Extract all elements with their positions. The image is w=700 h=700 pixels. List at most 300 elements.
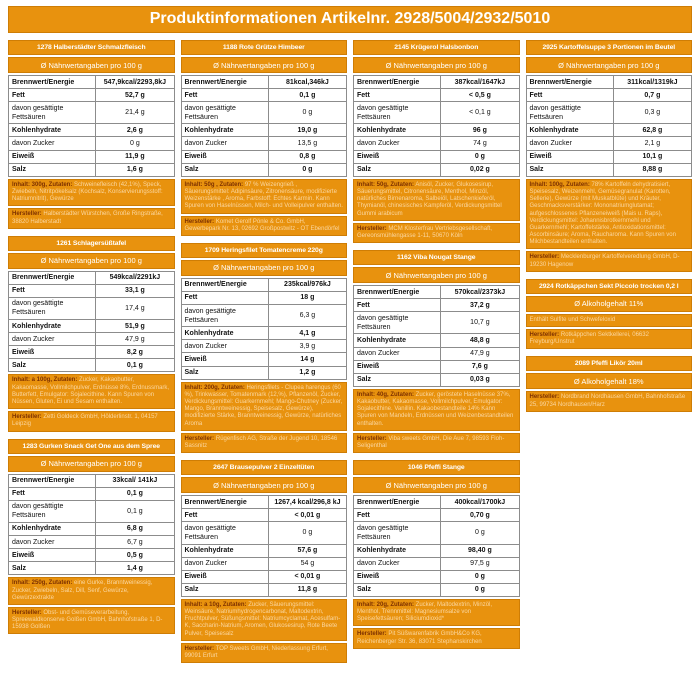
nutrition-row <box>181 89 347 102</box>
nutrient-label: davon gesättigte Fettsäuren <box>181 522 268 544</box>
manufacturer-block <box>181 433 348 453</box>
nutrient-label: davon gesättigte Fettsäuren <box>181 305 268 327</box>
nutrition-row <box>9 284 175 297</box>
product-card-2925 <box>526 40 693 272</box>
nutrition-table <box>8 474 175 576</box>
manufacturer-label: Hersteller: <box>529 254 560 261</box>
product-card-1709 <box>181 243 348 453</box>
manufacturer-block <box>353 433 520 453</box>
nutrient-label: Salz <box>526 163 613 176</box>
nutrient-value: 0,1 g <box>96 359 174 372</box>
product-card-2089 <box>526 356 693 411</box>
manufacturer-block <box>8 208 175 228</box>
ingredients-text: Zucker, Säuerungsmittel: Weinsäure, Natriumhydrogencarbonat, Maltodextrin, Fruchtpulver, Süßungsmittel: Natriumcyclamat, Acesulfam-K, Saccharin-Natrium, Aromen, Glukosesirup, Rote Beete Pulver, Speisesalz <box>184 601 341 637</box>
nutrition-row <box>181 124 347 137</box>
nutrient-value: 0,1 g <box>268 89 346 102</box>
nutrition-row <box>354 163 520 176</box>
nutrient-value: 47,9 g <box>96 333 174 346</box>
nutrition-subheader: Ø Nährwertangaben pro 100 g <box>526 57 693 73</box>
nutrition-row <box>354 360 520 373</box>
nutrition-row <box>354 347 520 360</box>
nutrient-value: 8,2 g <box>96 346 174 359</box>
nutrition-row <box>181 163 347 176</box>
manufacturer-block <box>526 329 693 349</box>
nutrient-label: Eiweiß <box>9 549 96 562</box>
nutrient-value: 14 g <box>268 353 346 366</box>
nutrition-subheader: Ø Nährwertangaben pro 100 g <box>8 253 175 269</box>
nutrient-value: 17,4 g <box>96 297 174 319</box>
nutrition-row <box>526 89 692 102</box>
ingredients-block <box>353 599 520 627</box>
nutrient-label: Salz <box>9 562 96 575</box>
nutrient-value: 0,1 g <box>96 487 174 500</box>
product-card-1278 <box>8 40 175 229</box>
nutrient-label: Kohlenhydrate <box>181 544 268 557</box>
nutrient-label: Kohlenhydrate <box>526 124 613 137</box>
nutrient-value: 0,5 g <box>96 549 174 562</box>
nutrient-label: Fett <box>9 487 96 500</box>
nutrition-row <box>354 496 520 509</box>
nutrient-label: davon Zucker <box>181 137 268 150</box>
nutrient-value: 4,1 g <box>268 327 346 340</box>
ingredients-block <box>8 374 175 409</box>
nutrition-subheader: Ø Nährwertangaben pro 100 g <box>353 267 520 283</box>
nutrient-value: 2,1 g <box>613 137 691 150</box>
manufacturer-label: Hersteller: <box>12 211 42 218</box>
nutrient-label: davon Zucker <box>354 347 441 360</box>
nutrient-label: davon gesättigte Fettsäuren <box>354 522 441 544</box>
product-grid <box>8 40 692 663</box>
nutrient-value: 96 g <box>441 124 519 137</box>
nutrient-label: Brennwert/Energie <box>181 278 268 291</box>
nutrient-label: davon gesättigte Fettsäuren <box>526 102 613 124</box>
ingredients-text: Zucker, Kakaobutter, Kakaomasse, Vollmilchpulver, Erdnüsse 8%, Erdnussmark, Butterfett, Emulgator: Sojalecithine. Kann Spuren von Nüssen, Gluten, Ei und Sesam enthalten. <box>12 377 170 405</box>
nutrient-label: Kohlenhydrate <box>9 522 96 535</box>
nutrition-row <box>354 76 520 89</box>
nutrient-label: Brennwert/Energie <box>9 271 96 284</box>
manufacturer-label: Hersteller: <box>12 609 42 616</box>
nutrient-value: 0,3 g <box>613 102 691 124</box>
ingredients-text: Anisöl, Zucker, Glukosesirup, Säuerungsmittel, Citronensäure, Menthol, Minzöl, natürliches Birnenaroma, Salbeiöl, Latschenkieferöl, Thymianöl, chinesisches Kampferöl, Verdickungsmittel Gummi arabicum <box>357 181 502 217</box>
manufacturer-block <box>526 251 693 271</box>
nutrition-row <box>181 150 347 163</box>
nutrient-label: Eiweiß <box>9 150 96 163</box>
nutrition-row <box>9 163 175 176</box>
nutrient-value: 1,4 g <box>96 562 174 575</box>
nutrient-value: 8,88 g <box>613 163 691 176</box>
nutrition-row <box>181 509 347 522</box>
nutrition-row <box>354 544 520 557</box>
manufacturer-label: Hersteller: <box>184 645 215 652</box>
nutrient-value: 51,9 g <box>96 320 174 333</box>
column-3 <box>353 40 520 649</box>
nutrient-value: 0,70 g <box>441 509 519 522</box>
card-title: 2089 Pfeffi Likör 20ml <box>526 356 693 371</box>
nutrient-value: 235kcal/976kJ <box>268 278 346 291</box>
nutrient-value: 387kcal/1647kJ <box>441 76 519 89</box>
nutrition-row <box>9 150 175 163</box>
nutrient-value: < 0,5 g <box>441 89 519 102</box>
nutrient-label: Fett <box>526 89 613 102</box>
manufacturer-text: Viba sweets GmbH, Die Aue 7, 98593 Floh-Seligenthal <box>357 435 505 449</box>
card-title: 1162 Viba Nougat Stange <box>353 250 520 265</box>
nutrition-row <box>354 102 520 124</box>
ingredients-block <box>181 599 348 641</box>
manufacturer-text: Rügenfisch AG, Straße der Jugend 10, 18546 Sassnitz <box>184 435 338 449</box>
nutrition-row <box>9 549 175 562</box>
nutrient-value: 311kcal/1319kJ <box>613 76 691 89</box>
nutrient-value: 19,0 g <box>268 124 346 137</box>
ingredients-text: Schweinefleisch (42,1%), Speck, Zwiebeln, Nitritpökelsalz (Kochsalz, Konservierungsstoff: Natriumnitrit), Gewürze <box>12 181 163 203</box>
nutrient-label: Salz <box>354 163 441 176</box>
nutrition-row <box>9 346 175 359</box>
nutrient-label: Eiweiß <box>526 150 613 163</box>
nutrition-row <box>9 89 175 102</box>
manufacturer-block <box>353 628 520 648</box>
nutrient-label: Fett <box>181 89 268 102</box>
nutrition-row <box>9 562 175 575</box>
page-title: Produktinformationen Artikelnr. 2928/5004/2932/5010 <box>8 6 692 33</box>
nutrient-value: 0 g <box>441 150 519 163</box>
nutrition-table <box>181 495 348 597</box>
card-title: 2924 Rotkäppchen Sekt Piccolo trocken 0,2 l <box>526 279 693 294</box>
nutrient-value: 549kcal/2291kJ <box>96 271 174 284</box>
nutrition-row <box>181 291 347 304</box>
nutrient-value: 1267,4 kcal/296,8 kJ <box>268 496 346 509</box>
nutrient-label: Salz <box>9 359 96 372</box>
card-title: 1261 Schlagersüßtafel <box>8 236 175 251</box>
nutrition-table <box>526 75 693 177</box>
manufacturer-label: Hersteller: <box>529 332 560 338</box>
nutrient-label: Eiweiß <box>181 353 268 366</box>
nutrition-row <box>354 137 520 150</box>
nutrition-table <box>353 75 520 177</box>
nutrition-row <box>526 150 692 163</box>
nutrient-value: 47,9 g <box>441 347 519 360</box>
nutrient-value: 97,5 g <box>441 557 519 570</box>
nutrient-label: davon gesättigte Fettsäuren <box>354 312 441 334</box>
nutrition-row <box>354 373 520 386</box>
manufacturer-text: Mecklenburger Kartoffelveredlung GmbH, D-19230 Hagenow <box>529 254 680 268</box>
nutrient-label: Kohlenhydrate <box>9 320 96 333</box>
manufacturer-block <box>353 223 520 243</box>
nutrition-row <box>181 570 347 583</box>
nutrient-value: 10,7 g <box>441 312 519 334</box>
nutrition-row <box>181 327 347 340</box>
ingredients-label: Inhalt: 50g, Zutaten: <box>357 181 414 188</box>
ingredients-block <box>353 179 520 221</box>
manufacturer-label: Hersteller: <box>529 394 560 401</box>
ingredients-label: Inhalt: 40g, Zutaten: <box>357 391 414 398</box>
nutrient-value: 37,2 g <box>441 299 519 312</box>
nutrient-value: 0 g <box>268 522 346 544</box>
manufacturer-text: MCM Klosterfrau Vertriebsgesellschaft, Gereonsmühlengasse 1-11, 50670 Köln <box>357 225 493 239</box>
nutrient-value: 1,6 g <box>96 163 174 176</box>
nutrition-row <box>9 536 175 549</box>
column-1 <box>8 40 175 634</box>
nutrient-value: 52,7 g <box>96 89 174 102</box>
ingredients-block <box>526 179 693 250</box>
ingredients-text: Heringsfilets - Clupea harengus (60 %), Trinkwasser, Tomatenmark (12,%), Pflanzenöl, Zucker, Verdickungsmittel: Guarkernmehl; Mango-Chutney (Zucker, Mango, Branntweinessig, Speisesalz, Gewürze), modifizierte Stärke, Branntweinessig, Gewürze, natürliches Aroma <box>184 384 343 427</box>
nutrient-label: Salz <box>9 163 96 176</box>
nutrition-row <box>181 583 347 596</box>
nutrition-table <box>353 285 520 387</box>
nutrient-value: 0 g <box>441 583 519 596</box>
manufacturer-text: Halberstädter Würstchen, Große Ringstraße, 38820 Halberstadt <box>12 211 163 225</box>
product-card-1261 <box>8 236 175 432</box>
nutrition-row <box>181 366 347 379</box>
nutrition-row <box>9 487 175 500</box>
nutrient-value: < 0,01 g <box>268 570 346 583</box>
manufacturer-block <box>8 411 175 431</box>
ingredients-label: Inhalt: 50g , Zutaten: <box>184 181 244 188</box>
ingredients-block <box>181 382 348 431</box>
ingredients-label: Inhalt: a 100g, Zutaten: <box>12 377 78 384</box>
card-title: 1283 Gurken Snack Get One aus dem Spree <box>8 439 175 454</box>
nutrition-row <box>354 522 520 544</box>
product-card-2647 <box>181 460 348 663</box>
manufacturer-label: Hersteller: <box>357 225 387 232</box>
nutrient-value: 0 g <box>268 102 346 124</box>
manufacturer-label: Hersteller: <box>12 414 42 421</box>
nutrient-label: Kohlenhydrate <box>354 544 441 557</box>
nutrient-label: Eiweiß <box>354 360 441 373</box>
allergen-note: Enthält Sulfite und Schwefeloxid <box>526 314 693 327</box>
ingredients-text: 78% Kartoffeln dehydratisiert, Speisesalz, Weizenmehl, Gemüsegranulat (Karotten, Sellerie), Gewürze (mit Muskatblüte) und Kräuter, Geschmacksverstärker: Mononatriumglutamat; aufgeschlossenes Pflanzeneiweiß (Mais u. Raps), Verdickungsmittel: Johannisbrotkernmehl und Guarkernmehl; Kartoffelstärke, Antioxidationsmittel: Ascorbinsäure; Aroma, Raucharoma. Kann Spuren von Milchbestandteilen enthalten. <box>529 181 676 246</box>
nutrition-row <box>9 474 175 487</box>
nutrient-value: 6,7 g <box>96 536 174 549</box>
card-title: 1709 Heringsfilet Tomatencreme 220g <box>181 243 348 258</box>
nutrient-label: Brennwert/Energie <box>354 286 441 299</box>
card-title: 1046 Pfeffi Stange <box>353 460 520 475</box>
nutrient-label: Brennwert/Energie <box>9 76 96 89</box>
manufacturer-label: Hersteller: <box>357 631 387 638</box>
ingredients-block <box>8 179 175 207</box>
nutrition-subheader: Ø Nährwertangaben pro 100 g <box>8 57 175 73</box>
nutrient-label: Fett <box>354 89 441 102</box>
nutrient-value: 400kcal/1700kJ <box>441 496 519 509</box>
manufacturer-text: TOP Sweets GmbH, Niederlassung Erfurt, 99091 Erfurt <box>184 645 328 659</box>
nutrient-label: davon gesättigte Fettsäuren <box>9 102 96 124</box>
nutrition-row <box>181 557 347 570</box>
nutrition-row <box>526 102 692 124</box>
nutrition-row <box>354 334 520 347</box>
nutrient-label: Kohlenhydrate <box>181 124 268 137</box>
ingredients-block <box>8 577 175 605</box>
nutrient-value: 81kcal,346kJ <box>268 76 346 89</box>
product-card-1283 <box>8 439 175 635</box>
nutrition-row <box>354 150 520 163</box>
nutrition-row <box>9 271 175 284</box>
nutrition-row <box>9 522 175 535</box>
nutrient-label: Kohlenhydrate <box>354 334 441 347</box>
nutrient-label: Salz <box>354 583 441 596</box>
nutrient-label: Fett <box>181 509 268 522</box>
nutrient-label: davon Zucker <box>354 557 441 570</box>
nutrient-value: 0,03 g <box>441 373 519 386</box>
ingredients-label: Inhalt: a 10g, Zutaten: <box>184 601 247 608</box>
manufacturer-text: Zetti Goldeck GmbH, Hölderlinstr. 1, 04157 Leipzig <box>12 414 158 428</box>
manufacturer-text: Pit Süßwarenfabrik GmbH&Co KG, Reichenberger Str. 36, 83071 Stephanskirchen <box>357 631 482 645</box>
nutrition-subheader: Ø Nährwertangaben pro 100 g <box>353 477 520 493</box>
nutrition-row <box>9 333 175 346</box>
nutrition-row <box>354 124 520 137</box>
nutrient-label: Eiweiß <box>181 570 268 583</box>
nutrient-label: Kohlenhydrate <box>354 124 441 137</box>
nutrition-row <box>9 76 175 89</box>
nutrition-subheader: Ø Nährwertangaben pro 100 g <box>181 477 348 493</box>
column-4 <box>526 40 693 412</box>
nutrition-row <box>181 278 347 291</box>
nutrition-table <box>181 278 348 380</box>
card-title: 2925 Kartoffelsuppe 3 Portionen im Beutel <box>526 40 693 55</box>
nutrient-value: 21,4 g <box>96 102 174 124</box>
nutrient-value: 6,8 g <box>96 522 174 535</box>
product-card-2145 <box>353 40 520 243</box>
nutrition-row <box>9 102 175 124</box>
nutrient-label: Fett <box>181 291 268 304</box>
nutrient-label: Eiweiß <box>354 150 441 163</box>
nutrient-value: 0 g <box>441 570 519 583</box>
nutrition-row <box>9 359 175 372</box>
nutrient-label: Brennwert/Energie <box>9 474 96 487</box>
nutrition-row <box>526 124 692 137</box>
nutrient-value: 33kcal/ 141kJ <box>96 474 174 487</box>
alcohol-content: Ø Alkoholgehalt 18% <box>526 373 693 389</box>
nutrition-table <box>8 271 175 373</box>
manufacturer-block <box>526 391 693 411</box>
card-title: 1188 Rote Grütze Himbeer <box>181 40 348 55</box>
nutrient-label: Fett <box>9 89 96 102</box>
nutrient-value: 547,9kcal/2293,8kJ <box>96 76 174 89</box>
nutrition-row <box>354 89 520 102</box>
ingredients-text: Zucker, geröstete Haselnüsse 37%, Kakaobutter, Kakaomasse, Vollmilchpulver, Emulgator: Sojalecithine. Vanillin. Kakaobestandteile 14% Kann Spuren von Mandeln, Erdnüssen und Weizenbestandteilen enthalten. <box>357 391 514 427</box>
ingredients-label: Inhalt: 200g, Zutaten: <box>184 384 245 391</box>
ingredients-label: Inhalt: 300g, Zutaten: <box>12 181 73 188</box>
nutrition-row <box>181 496 347 509</box>
nutrient-value: 0 g <box>96 137 174 150</box>
ingredients-label: Inhalt: 250g, Zutaten: <box>12 580 73 587</box>
nutrition-row <box>181 522 347 544</box>
nutrient-value: 18 g <box>268 291 346 304</box>
nutrient-value: 7,6 g <box>441 360 519 373</box>
manufacturer-text: Komet Gerolf Pönle & Co. GmbH, Gewerbepark Nr. 13, 02692 Großpostwitz - OT Ebendörfel <box>184 218 340 232</box>
manufacturer-text: Nordbrand Nordhausen GmbH, Bahnhofstraße 25, 99734 Nordhausen/Harz <box>529 394 686 408</box>
nutrient-label: davon Zucker <box>9 137 96 150</box>
nutrient-label: Brennwert/Energie <box>354 76 441 89</box>
nutrition-table <box>8 75 175 177</box>
nutrient-label: davon gesättigte Fettsäuren <box>354 102 441 124</box>
nutrient-label: Eiweiß <box>9 346 96 359</box>
nutrition-row <box>9 297 175 319</box>
nutrient-label: davon gesättigte Fettsäuren <box>9 297 96 319</box>
nutrient-label: davon Zucker <box>354 137 441 150</box>
manufacturer-label: Hersteller: <box>357 435 387 442</box>
manufacturer-block <box>8 607 175 635</box>
nutrient-value: 10,1 g <box>613 150 691 163</box>
manufacturer-block <box>181 216 348 236</box>
manufacturer-label: Hersteller: <box>184 218 215 225</box>
nutrition-subheader: Ø Nährwertangaben pro 100 g <box>181 57 348 73</box>
manufacturer-text: Rotkäppchen Sektkellerei, 06632 Freyburg/Unstrut <box>529 332 649 346</box>
nutrition-row <box>9 137 175 150</box>
nutrient-value: 3,9 g <box>268 340 346 353</box>
nutrition-row <box>181 305 347 327</box>
nutrient-label: Kohlenhydrate <box>9 124 96 137</box>
nutrition-row <box>181 102 347 124</box>
nutrient-value: 0,7 g <box>613 89 691 102</box>
nutrient-label: Fett <box>354 299 441 312</box>
nutrient-label: davon Zucker <box>9 536 96 549</box>
nutrition-table <box>353 495 520 597</box>
nutrient-label: Fett <box>354 509 441 522</box>
ingredients-text: Zucker, Maltodextrin, Minzöl, Menthol, Trennmittel: Magnesiumsalze von Speisefettsäuren; Siliciumdioxid* <box>357 601 493 623</box>
nutrient-value: 62,8 g <box>613 124 691 137</box>
nutrient-value: 48,8 g <box>441 334 519 347</box>
nutrient-value: 33,1 g <box>96 284 174 297</box>
nutrient-label: davon Zucker <box>181 557 268 570</box>
nutrition-row <box>181 137 347 150</box>
nutrient-label: Brennwert/Energie <box>526 76 613 89</box>
ingredients-block <box>181 179 348 214</box>
nutrient-label: Brennwert/Energie <box>181 496 268 509</box>
nutrient-value: 74 g <box>441 137 519 150</box>
nutrition-row <box>181 76 347 89</box>
nutrient-label: Salz <box>181 583 268 596</box>
nutrition-row <box>354 583 520 596</box>
nutrient-value: 0 g <box>268 163 346 176</box>
nutrition-row <box>181 353 347 366</box>
nutrient-value: 54 g <box>268 557 346 570</box>
nutrient-label: Salz <box>181 163 268 176</box>
nutrition-row <box>354 299 520 312</box>
nutrient-value: 0,8 g <box>268 150 346 163</box>
nutrient-value: 98,40 g <box>441 544 519 557</box>
product-card-1046 <box>353 460 520 649</box>
nutrition-subheader: Ø Nährwertangaben pro 100 g <box>181 260 348 276</box>
nutrient-label: Fett <box>9 284 96 297</box>
nutrition-row <box>526 137 692 150</box>
nutrient-value: < 0,01 g <box>268 509 346 522</box>
manufacturer-block <box>181 643 348 663</box>
nutrition-row <box>354 286 520 299</box>
nutrient-label: Brennwert/Energie <box>181 76 268 89</box>
nutrient-value: 2,6 g <box>96 124 174 137</box>
card-title: 1278 Halberstädter Schmalzfleisch <box>8 40 175 55</box>
nutrition-row <box>9 124 175 137</box>
nutrition-row <box>9 500 175 522</box>
nutrition-row <box>181 340 347 353</box>
nutrition-subheader: Ø Nährwertangaben pro 100 g <box>353 57 520 73</box>
nutrition-table <box>181 75 348 177</box>
nutrient-value: < 0,1 g <box>441 102 519 124</box>
alcohol-content: Ø Alkoholgehalt 11% <box>526 296 693 312</box>
nutrient-label: davon gesättigte Fettsäuren <box>181 102 268 124</box>
nutrient-label: davon Zucker <box>9 333 96 346</box>
ingredients-text: 97 % Weizengrieß , Säuerungsmittel: Adipinsäure, Zitronensäure, modifizierte Weizenstärke , Aroma, Farbstoff: Echtes Karmin. Kann Spuren von Haselnüssen, Milch- und Volleipulver enthalten. <box>184 181 343 210</box>
nutrient-label: Salz <box>181 366 268 379</box>
nutrient-value: 11,8 g <box>268 583 346 596</box>
card-title: 2145 Krügerol Halsbonbon <box>353 40 520 55</box>
nutrition-row <box>354 570 520 583</box>
nutrient-value: 570kcal/2373kJ <box>441 286 519 299</box>
nutrition-row <box>354 557 520 570</box>
product-card-1188 <box>181 40 348 236</box>
nutrient-value: 11,9 g <box>96 150 174 163</box>
nutrient-label: Eiweiß <box>181 150 268 163</box>
product-card-1162 <box>353 250 520 453</box>
nutrient-value: 13,5 g <box>268 137 346 150</box>
